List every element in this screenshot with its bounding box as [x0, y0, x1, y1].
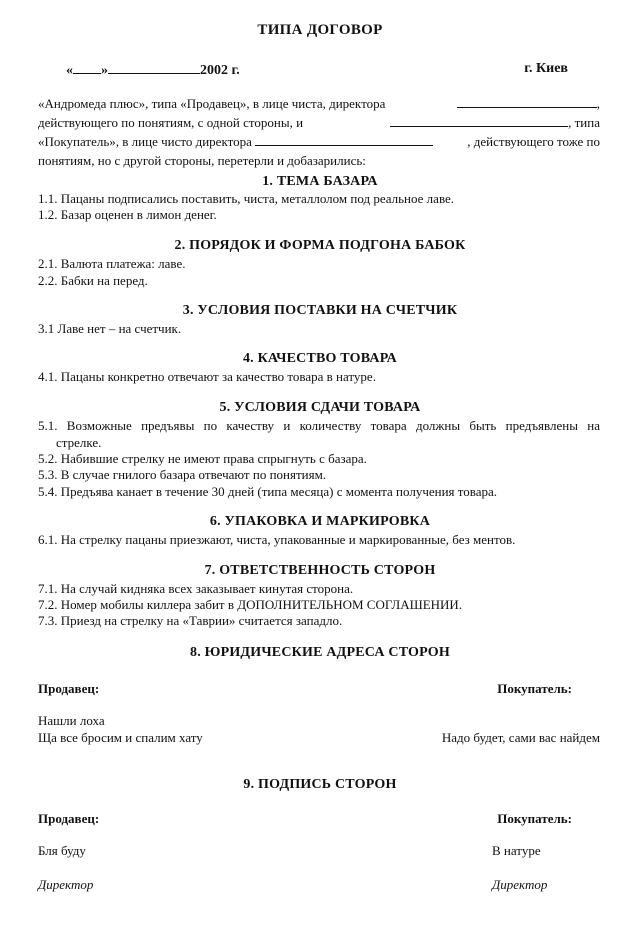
intro-line-3 [38, 132, 600, 151]
signature-buyer-label: Покупатель: [497, 811, 572, 826]
intro-paragraph [38, 94, 600, 170]
section-heading-8: 8. ЮРИДИЧЕСКИЕ АДРЕСА СТОРОН [190, 645, 450, 660]
intro-text-2: действующего по понятиям, с одной стороны, и [38, 115, 304, 130]
clause-6-1: 6.1. На стрелку пацаны приезжают, чиста, упакованные и маркированные, без ментов. [38, 532, 516, 547]
day-blank [73, 61, 101, 74]
section-heading-3: 3. УСЛОВИЯ ПОСТАВКИ НА СЧЕТЧИК [182, 303, 458, 318]
date-close-quote: » [101, 63, 108, 78]
date-open-quote: « [66, 63, 73, 78]
clause-5-4: 5.4. Предъява канает в течение 30 дней (типа месяца) с момента получения товара. [38, 484, 498, 499]
intro-line-2 [38, 113, 600, 132]
clause-4-1: 4.1. Пацаны конкретно отвечают за качество товара в натуре. [38, 369, 376, 384]
clause-1-1: 1.1. Пацаны подписались поставить, чиста, металлолом под реальное лаве. [38, 191, 455, 206]
intro-line-3-start [38, 132, 433, 151]
intro-line-2-end [390, 113, 600, 132]
clause-7-1: 7.1. На случай кидняка всех заказывает кинутая сторона. [38, 581, 354, 596]
clause-5-1-line: 5.1. Возможные предъявы по качеству и количеству товара должны быть предъявлены на [38, 418, 600, 433]
month-blank [108, 61, 200, 74]
clause-7-2: 7.2. Номер мобилы киллера забит в ДОПОЛНИТЕЛЬНОМ СОГЛАШЕНИИ. [38, 597, 463, 612]
section-heading-5: 5. УСЛОВИЯ СДАЧИ ТОВАРА [219, 400, 421, 415]
contract-city: г. Киев [524, 61, 568, 76]
buyer-director-blank [255, 133, 433, 146]
intro-line-4 [38, 151, 600, 170]
section-heading-9: 9. ПОДПИСЬ СТОРОН [243, 777, 397, 792]
section-heading-7: 7. ОТВЕТСТВЕННОСТЬ СТОРОН [204, 563, 436, 578]
signature-seller-role: Директор [38, 877, 94, 892]
intro-text-1: «Андромеда плюс», типа «Продавец», в лице чиста, директора [38, 96, 386, 111]
date-year: 2002 г. [200, 63, 240, 78]
signature-seller-text: Бля буду [38, 843, 86, 858]
clause-1-2: 1.2. Базар оценен в лимон денег. [38, 207, 217, 222]
section-heading-4: 4. КАЧЕСТВО ТОВАРА [242, 351, 397, 366]
intro-line-1-end [457, 94, 600, 113]
intro-text-4: понятиям, но с другой стороны, перетерли и добазарились: [38, 153, 366, 168]
address-seller-line-1: Нашли лоха [38, 713, 105, 728]
seller-director-blank [457, 95, 597, 108]
clause-5-1-cont: стрелке. [56, 435, 102, 450]
address-seller-label: Продавец: [38, 681, 100, 696]
intro-text-3: «Покупатель», в лице чисто директора [38, 134, 252, 149]
intro-line-1 [38, 94, 600, 113]
document-title: ТИПА ДОГОВОР [257, 22, 383, 38]
clause-7-3: 7.3. Приезд на стрелку на «Таврии» считается западло. [38, 613, 343, 628]
clause-2-2: 2.2. Бабки на перед. [38, 273, 148, 288]
clause-5-1 [38, 418, 600, 434]
buyer-name-blank [390, 114, 568, 127]
intro-text-2b: , типа [568, 115, 600, 130]
address-buyer-line: Надо будет, сами вас найдем [441, 730, 600, 745]
clause-2-1: 2.1. Валюта платежа: лаве. [38, 256, 186, 271]
address-buyer-label: Покупатель: [497, 681, 572, 696]
signature-seller-label: Продавец: [38, 811, 100, 826]
clause-3-1: 3.1 Лаве нет – на счетчик. [38, 321, 182, 336]
signature-buyer-role: Директор [492, 877, 548, 892]
signature-buyer-text: В натуре [492, 843, 541, 858]
intro-text-3b: , действующего тоже по [467, 134, 600, 149]
address-seller-line-2: Ща все бросим и спалим хату [38, 730, 203, 745]
intro-text-1b: , [596, 96, 600, 111]
section-heading-1: 1. ТЕМА БАЗАРА [262, 174, 378, 189]
clause-5-3: 5.3. В случае гнилого базара отвечают по понятиям. [38, 467, 327, 482]
section-heading-6: 6. УПАКОВКА И МАРКИРОВКА [209, 514, 431, 529]
section-heading-2: 2. ПОРЯДОК И ФОРМА ПОДГОНА БАБОК [174, 238, 466, 253]
clause-5-2: 5.2. Набившие стрелку не имеют права спрыгнуть с базара. [38, 451, 367, 466]
contract-date [66, 61, 240, 79]
